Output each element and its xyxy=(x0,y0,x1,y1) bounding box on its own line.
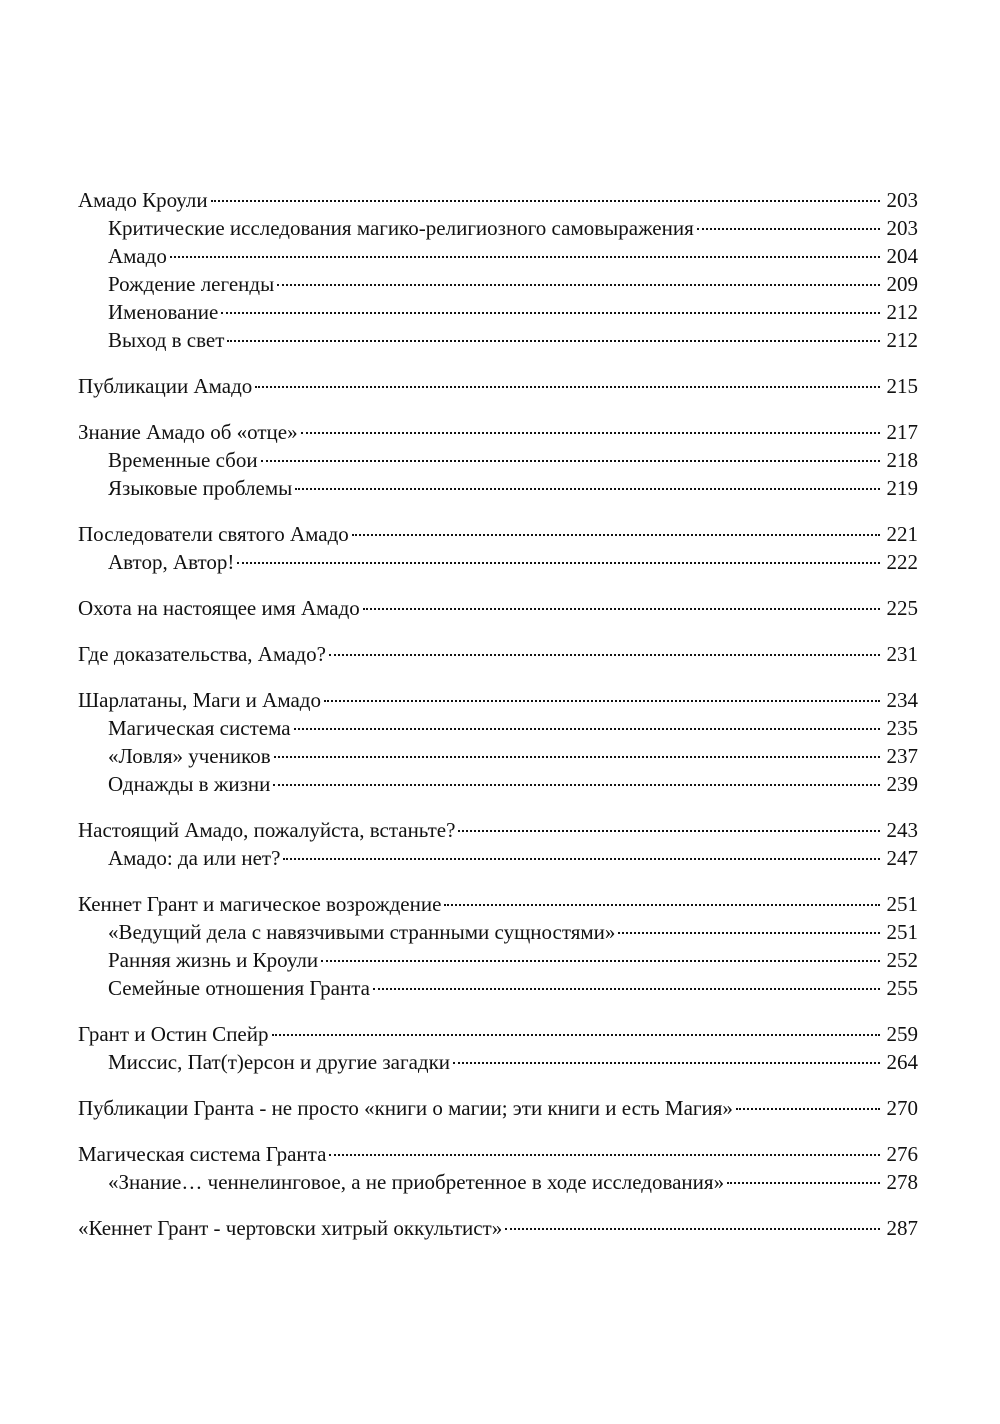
toc-page-number: 225 xyxy=(886,596,918,620)
dot-leader xyxy=(453,1062,880,1064)
toc-entry-title: Критические исследования магико-религиозного самовыражения xyxy=(108,216,694,240)
toc-entry xyxy=(78,890,918,918)
toc-page-number: 270 xyxy=(886,1096,918,1120)
dot-leader xyxy=(277,284,880,286)
toc-entry-title: Амадо Кроули xyxy=(78,188,208,212)
toc-entry xyxy=(78,594,918,622)
toc-page-number: 243 xyxy=(886,818,918,842)
dot-leader xyxy=(736,1108,880,1110)
toc-entry-title: Рождение легенды xyxy=(108,272,275,296)
toc-page-number: 212 xyxy=(886,328,918,352)
toc-entry-title: Выход в свет xyxy=(108,328,225,352)
toc-entry-title: Семейные отношения Гранта xyxy=(108,976,370,1000)
toc-page-number: 209 xyxy=(886,272,918,296)
toc-entry-title: Магическая система xyxy=(108,716,291,740)
toc-entry-title: Грант и Остин Спейр xyxy=(78,1022,269,1046)
toc-section xyxy=(78,816,918,872)
toc-entry-title: Ранняя жизнь и Кроули xyxy=(108,948,319,972)
toc-entry-title: «Знание… ченнелинговое, а не приобретенное в ходе исследования» xyxy=(108,1170,725,1194)
dot-leader xyxy=(170,256,880,258)
toc-entry-title: Шарлатаны, Маги и Амадо xyxy=(78,688,321,712)
toc-entry-title: Настоящий Амадо, пожалуйста, встаньте? xyxy=(78,818,456,842)
dot-leader xyxy=(727,1182,880,1184)
toc-entry-title: Публикации Амадо xyxy=(78,374,253,398)
table-of-contents xyxy=(78,186,918,1260)
toc-entry xyxy=(78,418,918,446)
dot-leader xyxy=(211,200,880,202)
toc-entry xyxy=(78,1094,918,1122)
toc-page-number: 237 xyxy=(886,744,918,768)
toc-subentry xyxy=(78,974,918,1002)
toc-entry xyxy=(78,686,918,714)
toc-entry xyxy=(78,1214,918,1242)
toc-section xyxy=(78,372,918,400)
toc-entry-title: Публикации Гранта - не просто «книги о магии; эти книги и есть Магия» xyxy=(78,1096,733,1120)
toc-page-number: 247 xyxy=(886,846,918,870)
toc-page-number: 221 xyxy=(886,522,918,546)
toc-entry xyxy=(78,520,918,548)
dot-leader xyxy=(255,386,880,388)
toc-section xyxy=(78,1214,918,1242)
toc-section xyxy=(78,520,918,576)
toc-page-number: 219 xyxy=(886,476,918,500)
toc-subentry xyxy=(78,714,918,742)
dot-leader xyxy=(283,858,880,860)
toc-entry xyxy=(78,816,918,844)
dot-leader xyxy=(373,988,880,990)
toc-entry-title: Однажды в жизни xyxy=(108,772,271,796)
dot-leader xyxy=(301,432,880,434)
toc-page-number: 251 xyxy=(886,892,918,916)
toc-page-number: 222 xyxy=(886,550,918,574)
toc-page-number: 235 xyxy=(886,716,918,740)
toc-entry-title: Магическая система Гранта xyxy=(78,1142,327,1166)
toc-entry xyxy=(78,1140,918,1168)
toc-section xyxy=(78,1020,918,1076)
toc-entry-title: Где доказательства, Амадо? xyxy=(78,642,326,666)
dot-leader xyxy=(237,562,880,564)
toc-section xyxy=(78,1094,918,1122)
toc-subentry xyxy=(78,474,918,502)
toc-subentry xyxy=(78,1168,918,1196)
dot-leader xyxy=(444,904,880,906)
toc-section xyxy=(78,418,918,502)
toc-page-number: 287 xyxy=(886,1216,918,1240)
dot-leader xyxy=(363,608,880,610)
dot-leader xyxy=(221,312,880,314)
toc-page-number: 218 xyxy=(886,448,918,472)
dot-leader xyxy=(505,1228,880,1230)
toc-section xyxy=(78,890,918,1002)
dot-leader xyxy=(458,830,880,832)
toc-page-number: 231 xyxy=(886,642,918,666)
toc-section xyxy=(78,186,918,354)
dot-leader xyxy=(321,960,880,962)
toc-entry-title: Автор, Автор! xyxy=(108,550,235,574)
toc-entry xyxy=(78,372,918,400)
toc-section xyxy=(78,594,918,622)
toc-page-number: 276 xyxy=(886,1142,918,1166)
toc-entry-title: Знание Амадо об «отце» xyxy=(78,420,298,444)
dot-leader xyxy=(329,1154,880,1156)
toc-page-number: 251 xyxy=(886,920,918,944)
toc-page-number: 255 xyxy=(886,976,918,1000)
dot-leader xyxy=(618,932,880,934)
dot-leader xyxy=(274,756,880,758)
toc-subentry xyxy=(78,946,918,974)
toc-subentry xyxy=(78,742,918,770)
toc-page-number: 252 xyxy=(886,948,918,972)
toc-page-number: 203 xyxy=(886,216,918,240)
toc-entry-title: Последователи святого Амадо xyxy=(78,522,349,546)
toc-page-number: 215 xyxy=(886,374,918,398)
toc-entry-title: Амадо: да или нет? xyxy=(108,846,281,870)
toc-entry xyxy=(78,1020,918,1048)
dot-leader xyxy=(261,460,880,462)
toc-subentry xyxy=(78,242,918,270)
toc-subentry xyxy=(78,548,918,576)
toc-page-number: 278 xyxy=(886,1170,918,1194)
toc-subentry xyxy=(78,770,918,798)
toc-entry-title: Временные сбои xyxy=(108,448,258,472)
toc-page-number: 212 xyxy=(886,300,918,324)
toc-page-number: 217 xyxy=(886,420,918,444)
toc-entry-title: Именование xyxy=(108,300,219,324)
toc-page-number: 203 xyxy=(886,188,918,212)
toc-entry-title: Миссис, Пат(т)ерсон и другие загадки xyxy=(108,1050,451,1074)
toc-page-number: 264 xyxy=(886,1050,918,1074)
toc-page-number: 234 xyxy=(886,688,918,712)
toc-entry xyxy=(78,186,918,214)
toc-subentry xyxy=(78,214,918,242)
toc-section xyxy=(78,1140,918,1196)
dot-leader xyxy=(324,700,880,702)
dot-leader xyxy=(273,784,880,786)
toc-subentry xyxy=(78,1048,918,1076)
toc-subentry xyxy=(78,270,918,298)
toc-subentry xyxy=(78,326,918,354)
toc-entry-title: Амадо xyxy=(108,244,167,268)
toc-entry xyxy=(78,640,918,668)
toc-entry-title: Языковые проблемы xyxy=(108,476,293,500)
dot-leader xyxy=(697,228,880,230)
toc-entry-title: «Ведущий дела с навязчивыми странными сущностями» xyxy=(108,920,616,944)
toc-entry-title: Кеннет Грант и магическое возрождение xyxy=(78,892,442,916)
toc-page-number: 204 xyxy=(886,244,918,268)
toc-section xyxy=(78,686,918,798)
toc-page-number: 259 xyxy=(886,1022,918,1046)
toc-entry-title: «Кеннет Грант - чертовски хитрый оккультист» xyxy=(78,1216,503,1240)
dot-leader xyxy=(329,654,880,656)
dot-leader xyxy=(295,488,880,490)
dot-leader xyxy=(294,728,880,730)
toc-page-number: 239 xyxy=(886,772,918,796)
toc-entry-title: Охота на настоящее имя Амадо xyxy=(78,596,360,620)
dot-leader xyxy=(272,1034,881,1036)
dot-leader xyxy=(227,340,880,342)
toc-subentry xyxy=(78,918,918,946)
toc-subentry xyxy=(78,298,918,326)
toc-subentry xyxy=(78,844,918,872)
toc-section xyxy=(78,640,918,668)
toc-entry-title: «Ловля» учеников xyxy=(108,744,271,768)
dot-leader xyxy=(352,534,880,536)
toc-subentry xyxy=(78,446,918,474)
